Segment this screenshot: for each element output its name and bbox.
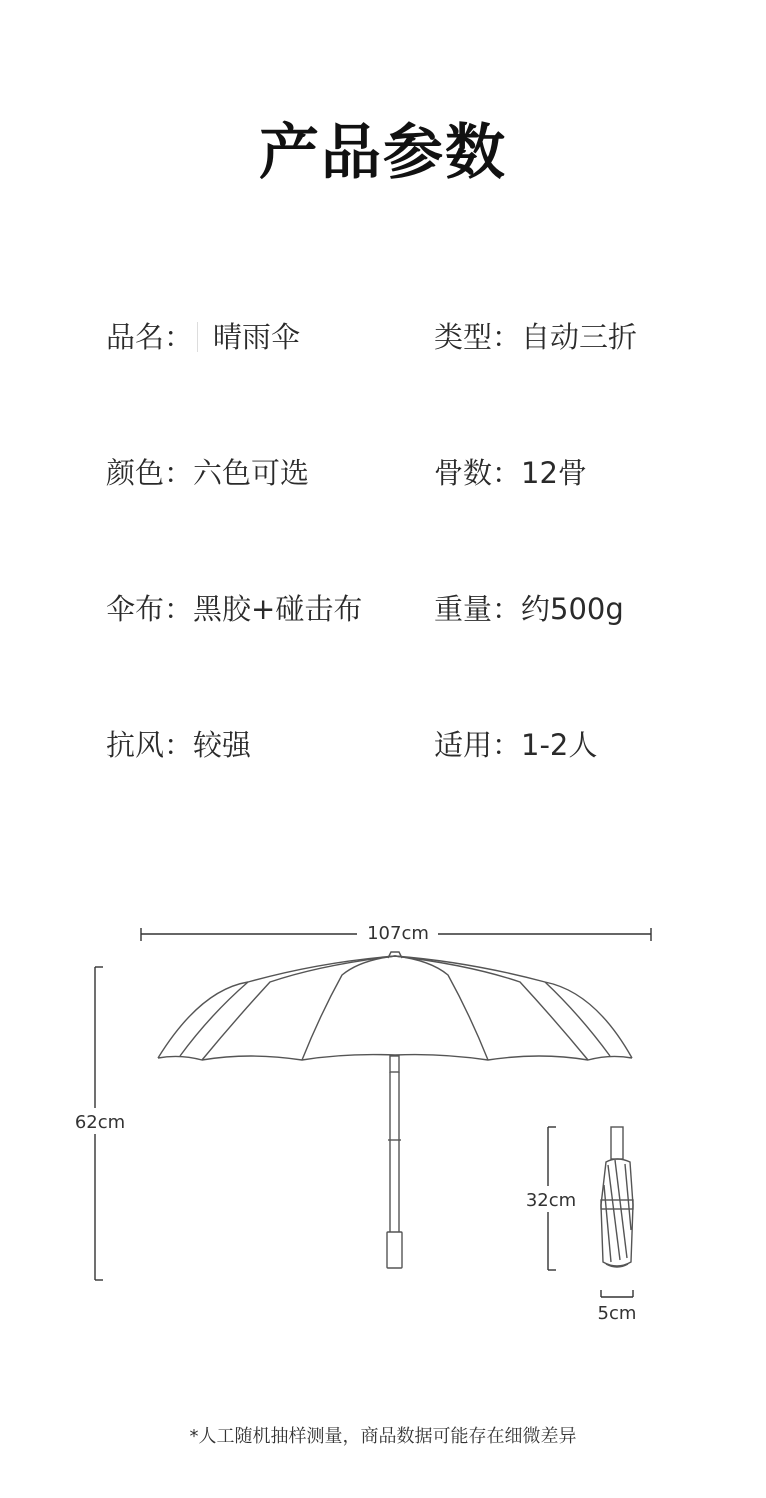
spec-weight: [434, 589, 624, 629]
spec-color-value: 六色可选: [193, 456, 310, 490]
folded-length-dimension-label: 32cm: [525, 1190, 577, 1211]
folded-width-dimension-label: 5cm: [597, 1303, 637, 1324]
spec-ribs: [434, 453, 587, 493]
measurement-disclaimer: *人工随机抽样测量，商品数据可能存在细微差异: [189, 1426, 577, 1447]
spec-name-value: 晴雨伞: [213, 320, 301, 354]
spec-fabric-value: 黑胶+碰击布: [193, 592, 363, 626]
spec-wind-value: 较强: [193, 728, 252, 762]
umbrella-dimension-diagram: [0, 900, 766, 1340]
spec-capacity: [434, 725, 597, 765]
spec-capacity-label: 适用：: [434, 728, 522, 762]
spec-fabric: [106, 589, 362, 629]
folded-width-dimension-line: [601, 1290, 633, 1297]
spec-ribs-value: 12骨: [521, 456, 587, 490]
spec-name: [106, 317, 300, 357]
open-umbrella-icon: [158, 952, 632, 1268]
spec-weight-value: 约500g: [521, 592, 624, 626]
spec-capacity-value: 1-2人: [521, 728, 598, 762]
spec-fabric-label: 伞布：: [106, 592, 194, 626]
spec-wind-label: 抗风：: [106, 728, 194, 762]
spec-wind: [106, 725, 251, 765]
spec-type: [434, 317, 637, 357]
spec-type-value: 自动三折: [521, 320, 638, 354]
spec-name-label: 品名：: [106, 320, 194, 354]
spec-color-label: 颜色：: [106, 456, 194, 490]
spec-color: [106, 453, 309, 493]
spec-weight-label: 重量：: [434, 592, 522, 626]
spec-ribs-label: 骨数：: [434, 456, 522, 490]
page-title: 产品参数: [259, 118, 507, 188]
folded-umbrella-icon: [601, 1127, 633, 1267]
width-dimension-label: 107cm: [367, 923, 429, 944]
height-dimension-label: 62cm: [74, 1112, 126, 1133]
spec-type-label: 类型：: [434, 320, 522, 354]
